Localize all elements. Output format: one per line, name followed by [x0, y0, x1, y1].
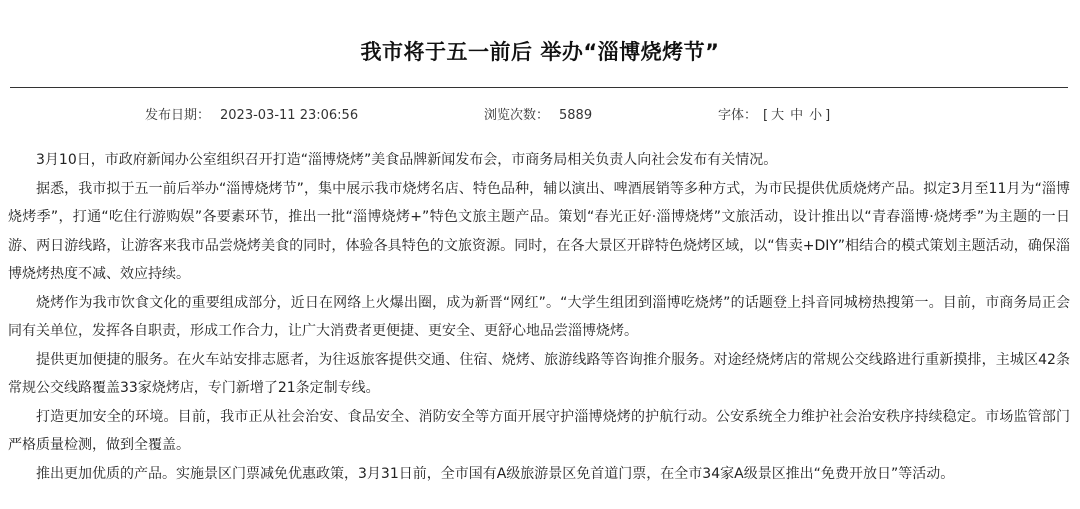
- view-count: [484, 106, 592, 126]
- font-size-bracket-open: [: [763, 108, 769, 123]
- article-paragraph: 烧烤作为我市饮食文化的重要组成部分，近日在网络上火爆出圈，成为新晋“网红”。“大学生组团到淄博吃烧烤”的话题登上抖音同城榜热搜第一。目前，市商务局正会同有关单位，发挥各自职责，形成工作合力，让广大消费者更便捷、更安全、更舒心地品尝淄博烧烤。: [8, 294, 1070, 339]
- article-paragraph: 据悉，我市拟于五一前后举办“淄博烧烤节”，集中展示我市烧烤名店、特色品种，辅以演出、啤酒展销等多种方式，为市民提供优质烧烤产品。拟定3月至11月为“淄博烧烤季”，打通“吃住行游购娱”各要素环节，推出一批“淄博烧烤+”特色文旅主题产品。策划“春光正好·淄博烧烤”文旅活动，设计推出以“青春淄博·烧烤季”为主题的一日游、两日游线路，让游客来我市品尝烧烤美食的同时，体验各具特色的文旅资源。同时，在各大景区开辟特色烧烤区域，以“售卖+DIY”相结合的模式策划主题活动，确保淄博烧烤热度不减、效应持续。: [8, 180, 1070, 282]
- publish-date-label: 发布日期：: [145, 108, 211, 123]
- article-paragraph: 打造更加安全的环境。目前，我市正从社会治安、食品安全、消防安全等方面开展守护淄博烧烤的护航行动。公安系统全力维护社会治安秩序持续稳定。市场监管部门严格质量检测，做到全覆盖。: [8, 408, 1070, 453]
- article-title: 我市将于五一前后 举办“淄博烧烤节”: [360, 40, 720, 64]
- article-paragraph: 3月10日，市政府新闻办公室组织召开打造“淄博烧烤”美食品牌新闻发布会，市商务局相关负责人向社会发布有关情况。: [36, 152, 778, 168]
- font-size-small-button[interactable]: 小: [809, 108, 823, 123]
- publish-date: [145, 106, 358, 126]
- font-size-medium-button[interactable]: 中: [790, 108, 804, 123]
- view-count-label: 浏览次数：: [484, 108, 550, 123]
- article-body: [8, 146, 1070, 488]
- font-size-large-button[interactable]: 大: [771, 108, 785, 123]
- view-count-value: 5889: [559, 108, 593, 123]
- font-size-control: [718, 106, 830, 126]
- article-paragraph: 提供更加便捷的服务。在火车站安排志愿者，为往返旅客提供交通、住宿、烧烤、旅游线路等咨询推介服务。对途经烧烤店的常规公交线路进行重新摸排，主城区42条常规公交线路覆盖33家烧烤店，专门新增了21条定制专线。: [8, 351, 1070, 396]
- font-size-bracket-close: ]: [825, 108, 831, 123]
- article-paragraph: 推出更加优质的产品。实施景区门票减免优惠政策，3月31日前，全市国有A级旅游景区免首道门票，在全市34家A级景区推出“免费开放日”等活动。: [36, 465, 955, 482]
- title-divider: [10, 87, 1068, 88]
- publish-date-value: 2023-03-11 23:06:56: [220, 108, 359, 123]
- font-size-label: 字体：: [718, 108, 758, 123]
